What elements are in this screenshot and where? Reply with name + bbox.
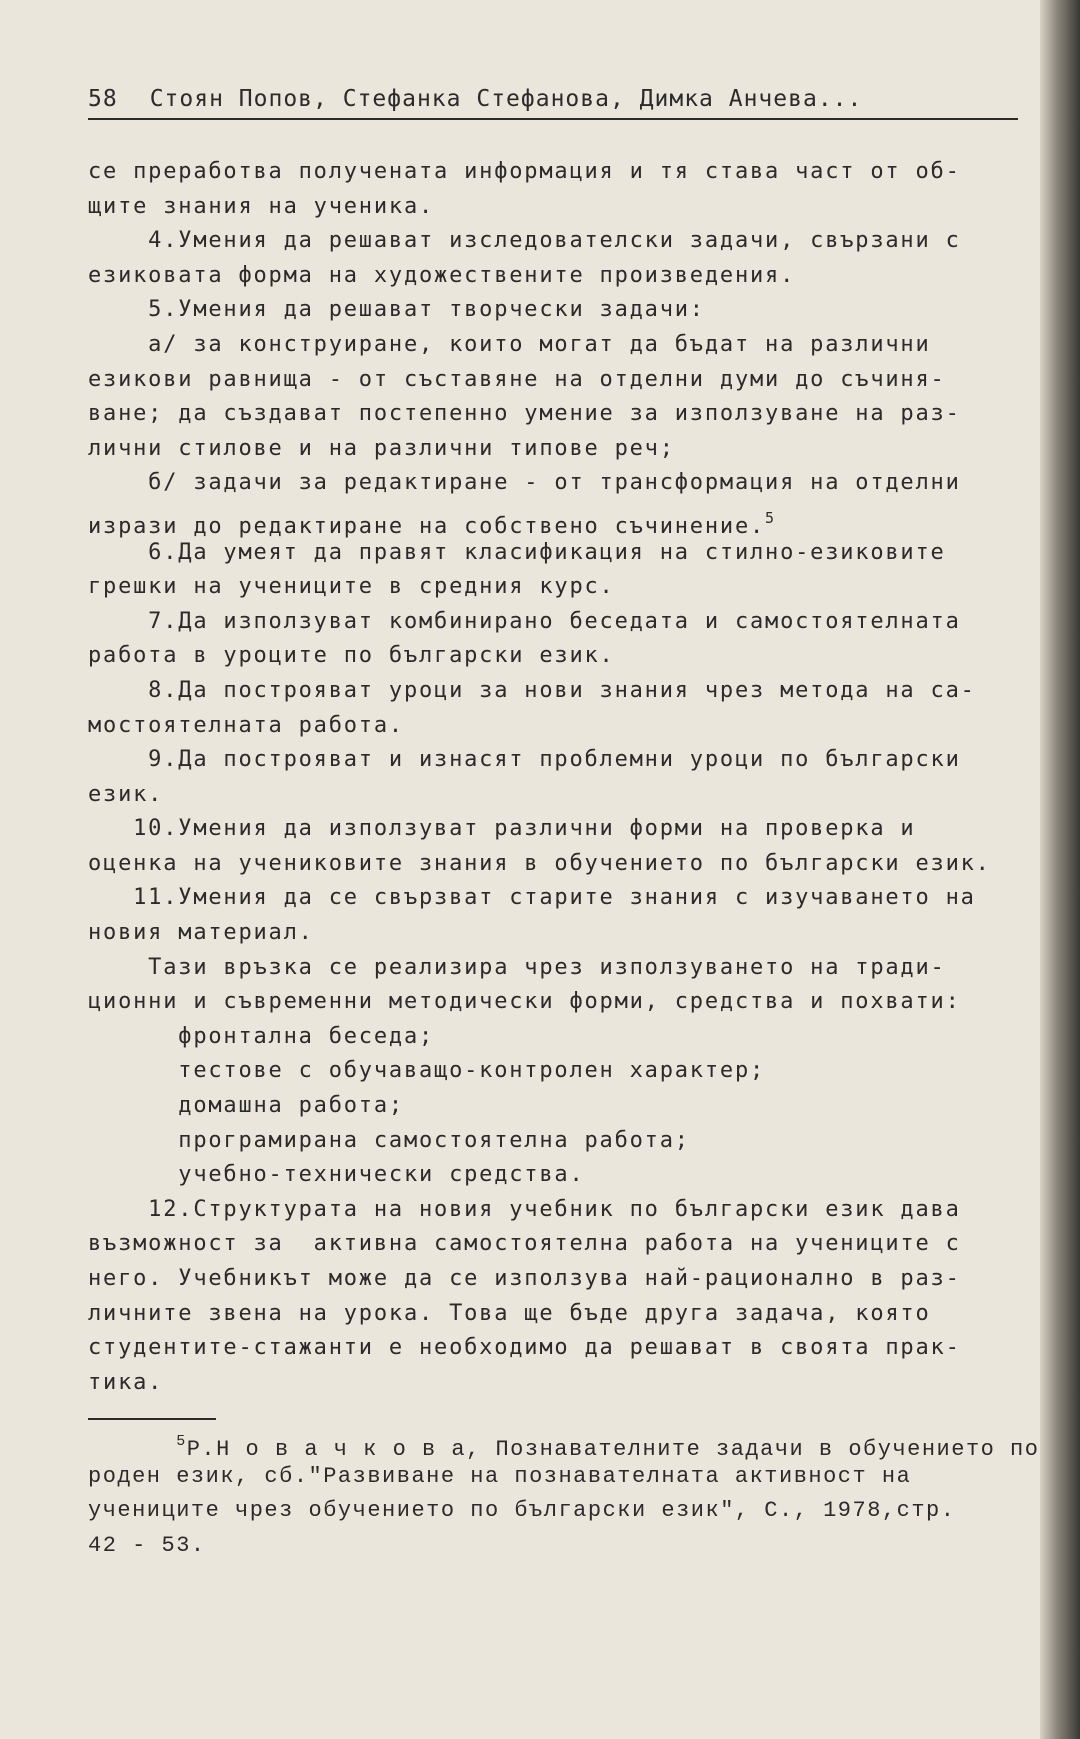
- text-line: грешки на учениците в средния курс.: [88, 574, 615, 600]
- list-item: учебно-технически средства.: [88, 1162, 585, 1188]
- running-header: [88, 86, 1018, 120]
- text-line: ционни и съвременни методически форми, средства и похвати:: [88, 989, 961, 1015]
- footnote-text: Р.Н о в а ч к о в а, Познавателните задачи в обучението по: [186, 1437, 1040, 1462]
- page-number: 58: [88, 86, 118, 112]
- text-line: Тази връзка се реализира чрез използуването на тради-: [88, 954, 946, 980]
- body-text: [88, 155, 1028, 1400]
- text-line: б/ задачи за редактиране - от трансформация на отделни: [88, 470, 961, 496]
- text-line: езикови равнища - от съставяне на отделни думи до съчиня-: [88, 366, 946, 392]
- text-line: 11.Умения да се свързват старите знания с изучаването на: [88, 885, 976, 911]
- text-line: новия материал.: [88, 920, 314, 946]
- text-line: се преработва получената информация и тя става част от об-: [88, 159, 961, 184]
- text-line: езиковата форма на художествените произведения.: [88, 262, 796, 288]
- footnote-line: учениците чрез обучението по български език", С., 1978,стр.: [88, 1498, 956, 1524]
- text-line: 8.Да построяват уроци за нови знания чрез метода на са-: [88, 677, 976, 703]
- footnote-line: 42 - 53.: [88, 1532, 206, 1558]
- footnote-line: роден език, сб."Развиване на познавателната активност на: [88, 1463, 912, 1489]
- text-line: 12.Структурата на новия учебник по български език дава: [88, 1196, 961, 1222]
- text-line: изрази до редактиране на собствено съчинение.: [88, 513, 766, 539]
- text-line: 7.Да използуват комбинирано беседата и самостоятелната: [88, 608, 961, 634]
- text-line-with-note: [88, 501, 1028, 539]
- list-item: програмирана самостоятелна работа;: [88, 1127, 690, 1153]
- text-line: него. Учебникът може да се използува най-рационално в раз-: [88, 1266, 961, 1291]
- header-authors: Стоян Попов, Стефанка Стефанова, Димка Анчева...: [149, 86, 863, 112]
- text-line: а/ за конструиране, които могат да бъдат на различни: [88, 331, 931, 357]
- text-line: оценка на учениковите знания в обучението по български език.: [88, 850, 991, 876]
- footnote: [88, 1424, 1040, 1562]
- text-line: щите знания на ученика.: [88, 193, 435, 219]
- text-line: 9.Да построяват и изнасят проблемни уроци по български: [88, 747, 961, 773]
- footnote-reference: 5: [765, 508, 776, 527]
- footnote-divider: [88, 1418, 216, 1420]
- text-line: 10.Умения да използуват различни форми на проверка и: [88, 816, 916, 842]
- footnote-line-1: [88, 1424, 1040, 1462]
- page-edge-shadow: [1040, 0, 1080, 1739]
- text-line: личните звена на урока. Това ще бъде друга задача, която: [88, 1300, 931, 1326]
- text-line: език.: [88, 781, 164, 807]
- text-line: възможност за активна самостоятелна работа на учениците с: [88, 1231, 961, 1257]
- text-line: 5.Умения да решават творчески задачи:: [88, 297, 705, 323]
- text-line: лични стилове и на различни типове реч;: [88, 435, 675, 461]
- text-line: ване; да създават постепенно умение за използуване на раз-: [88, 401, 961, 427]
- text-line: студентите-стажанти е необходимо да решават в своята прак-: [88, 1335, 961, 1361]
- list-item: фронтална беседа;: [88, 1023, 435, 1049]
- list-item: тестове с обучаващо-контролен характер;: [88, 1058, 766, 1084]
- text-line: 6.Да умеят да правят класификация на стилно-езиковите: [88, 539, 946, 565]
- text-line: работа в уроците по български език.: [88, 643, 615, 669]
- footnote-number: 5: [176, 1433, 187, 1450]
- text-line: тика.: [88, 1369, 164, 1395]
- text-line: 4.Умения да решават изследователски задачи, свързани с: [88, 228, 961, 254]
- text-line: мостоятелната работа.: [88, 712, 404, 738]
- list-item: домашна работа;: [88, 1093, 404, 1119]
